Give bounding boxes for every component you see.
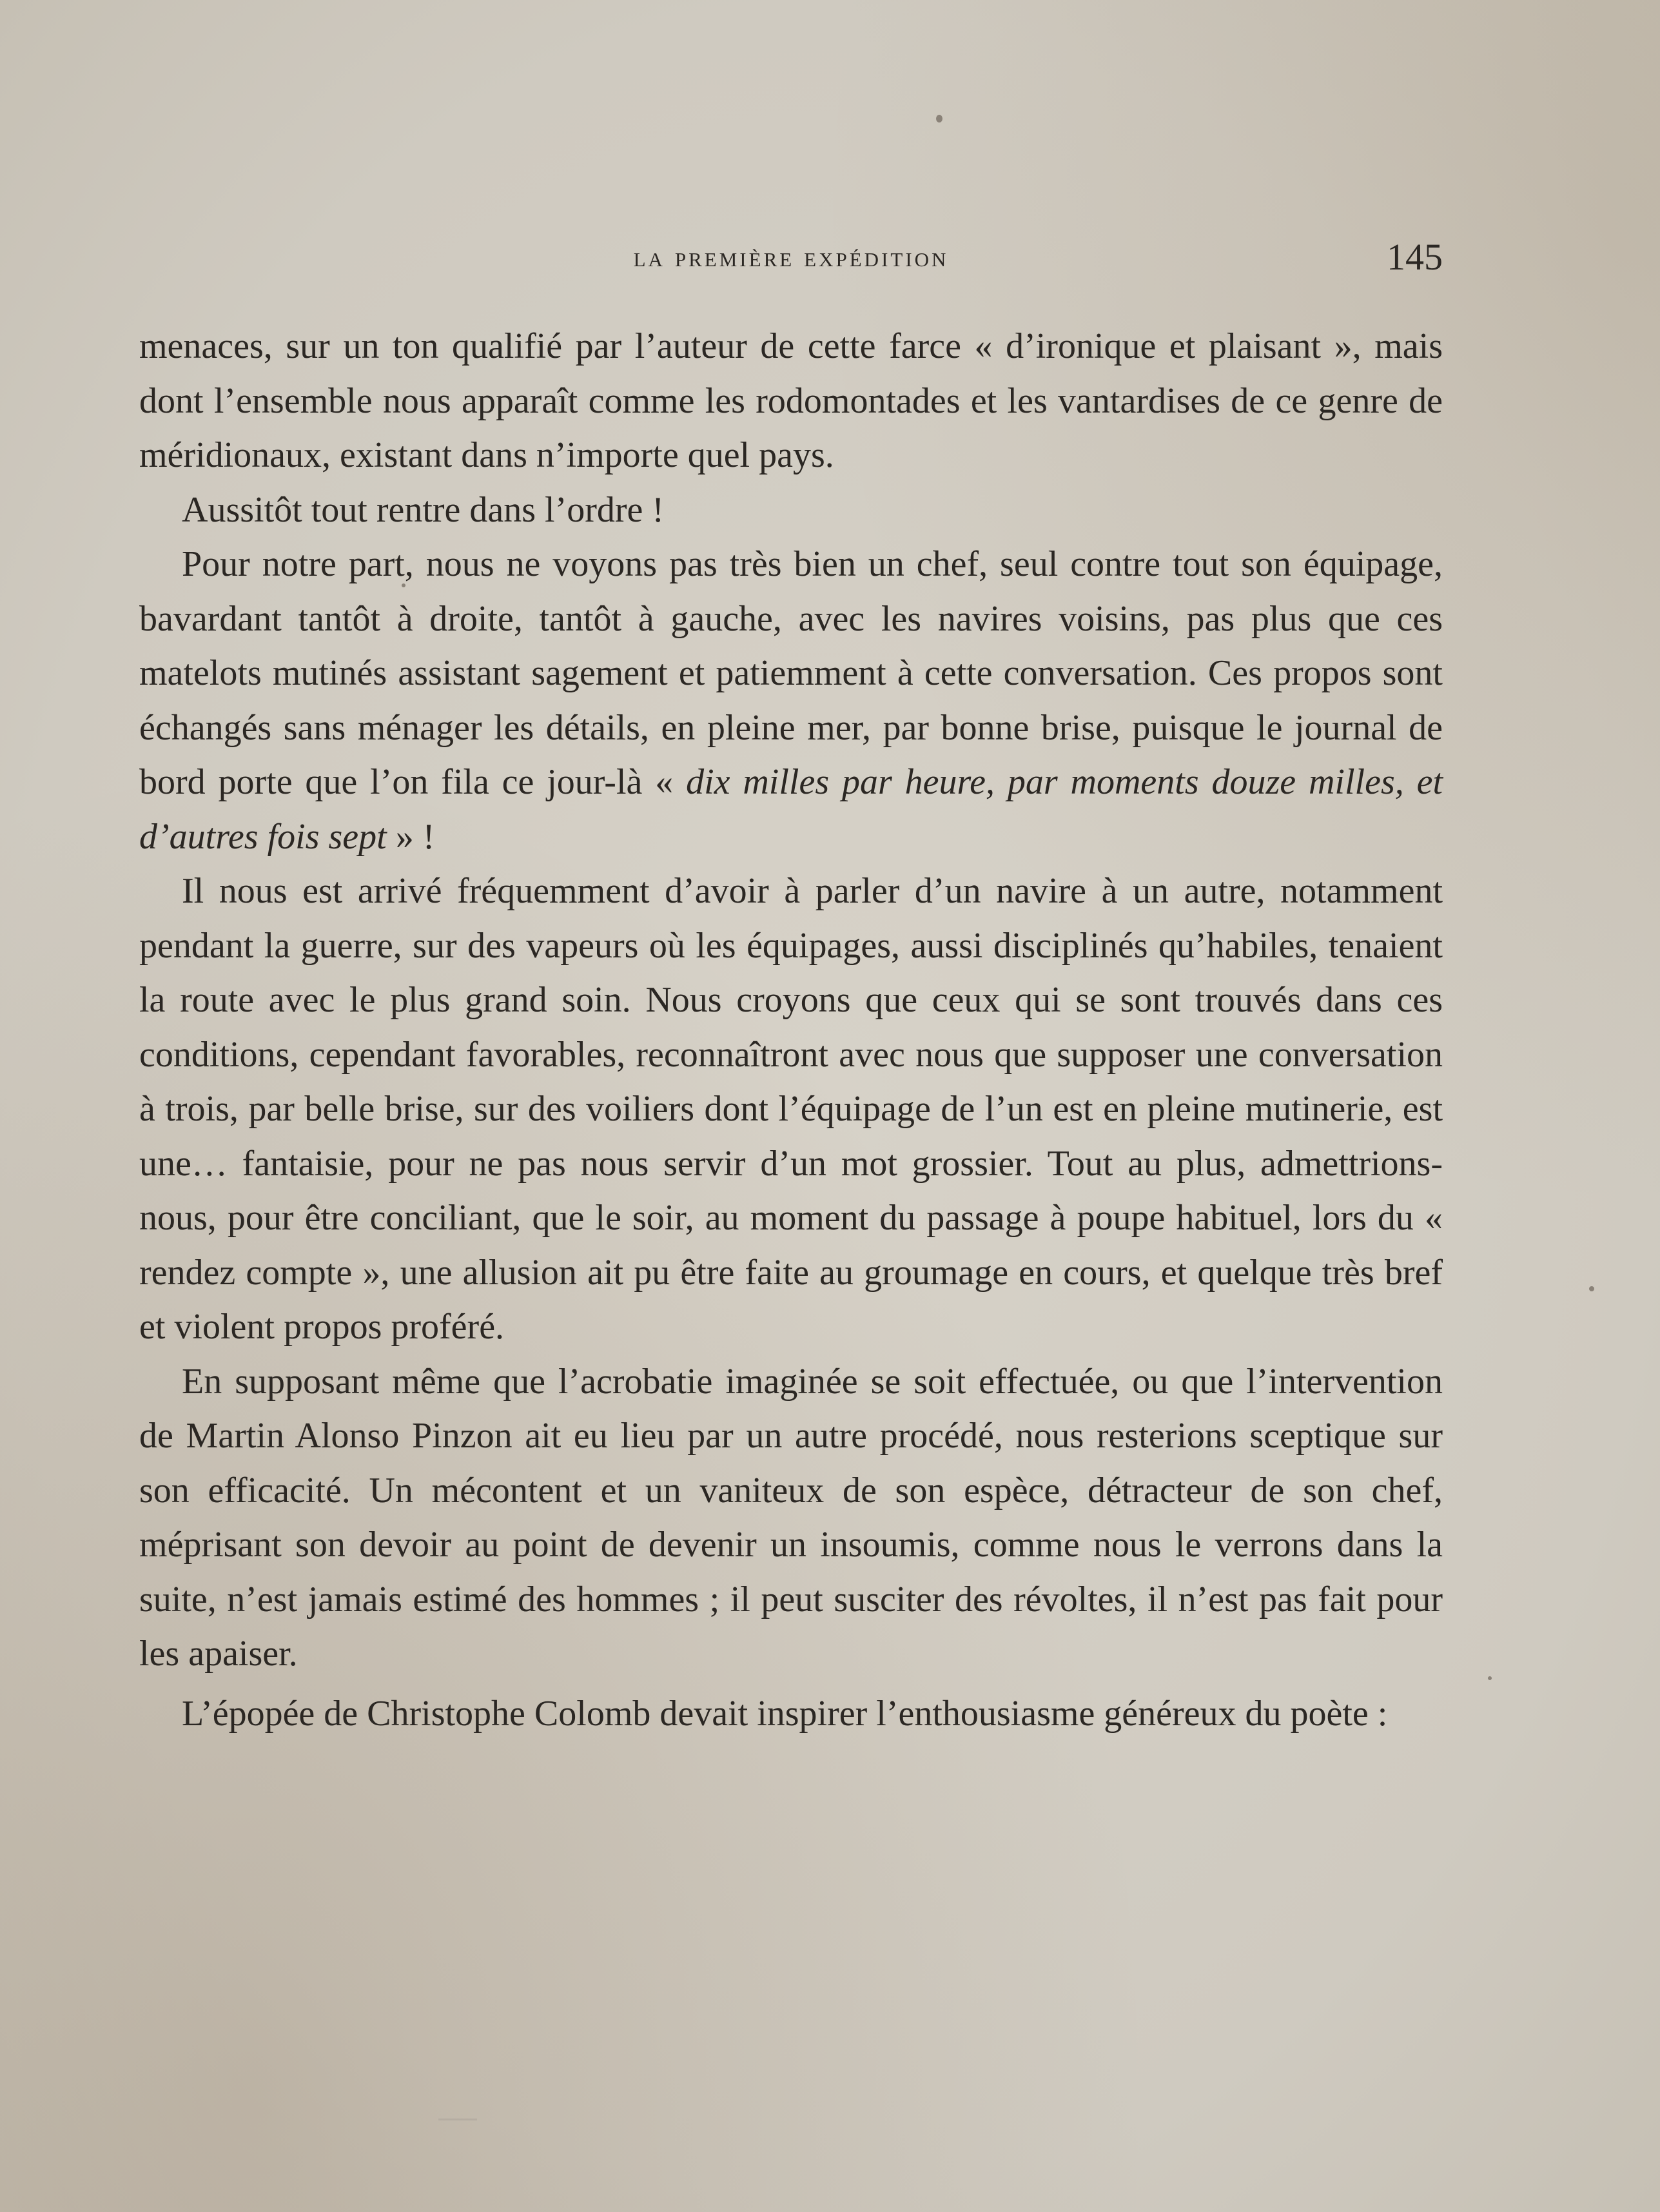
- page-number: 145: [1387, 236, 1443, 278]
- paragraph: En supposant même que l’acrobatie imaginée se soit effectuée, ou que l’intervention de Martin Alonso Pinzon ait eu lieu par un autre procédé, nous resterions sceptique sur son efficacité. Un mécontent et un vaniteux de son espèce, détracteur de son chef, méprisant son devoir au point de devenir un insoumis, comme nous le verrons dans la suite, n’est jamais estimé des hommes ; il peut susciter des révoltes, il n’est pas fait pour les apaiser.: [139, 1361, 1443, 1674]
- paragraph-text: Pour notre part, nous ne voyons pas très bien un chef, seul contre tout son équipage, bavardant tantôt à droite, tantôt à gauche, avec les navires voisins, pas plus que ces matelots mutinés assistant sagement et patiemment à cette conversation. Ces propos sont échangés sans ménager les détails, en pleine mer, par bonne brise, puisque le journal de bord porte que l’on fila ce jour-là «: [139, 544, 1443, 802]
- paragraph: [139, 537, 1443, 864]
- paper-speck: [936, 115, 942, 122]
- page-header: [139, 235, 1443, 280]
- paragraph: Il nous est arrivé fréquemment d’avoir à parler d’un navire à un autre, notamment pendant la guerre, sur des vapeurs où les équipages, aussi disciplinés qu’habiles, tenaient la route avec le plus grand soin. Nous croyons que ceux qui se sont trouvés dans ces conditions, cependant favorables, reconnaîtront avec nous que supposer une conversation à trois, par belle brise, sur des voiliers dont l’équipage de l’un est en pleine mutinerie, est une… fantaisie, pour ne pas nous servir d’un mot grossier. Tout au plus, admettrions-nous, pour être conciliant, que le soir, au moment du passage à poupe habituel, lors du « rendez compte », une allusion ait pu être faite au groumage en cours, et quelque très bref et violent propos proféré.: [139, 871, 1443, 1347]
- body-text: [139, 319, 1443, 1741]
- paper-speck: [1488, 1676, 1492, 1680]
- running-title: la première expédition: [633, 241, 949, 273]
- divider: [438, 2119, 477, 2120]
- italic-quote: dix milles par heure, par moments douze milles, et d’autres fois sept: [139, 762, 1443, 857]
- paragraph: L’épopée de Christophe Colomb devait inspirer l’enthousiasme généreux du poète :: [182, 1693, 1388, 1734]
- paragraph: menaces, sur un ton qualifié par l’auteur de cette farce « d’ironique et plaisant », mais dont l’ensemble nous apparaît comme les rodomontades et les vantardises de ce genre de méridionaux, existant dans n’importe quel pays.: [139, 326, 1443, 475]
- paper-speck: [1589, 1286, 1594, 1291]
- paragraph: Aussitôt tout rentre dans l’ordre !: [182, 489, 665, 530]
- paragraph-text: » !: [386, 816, 435, 857]
